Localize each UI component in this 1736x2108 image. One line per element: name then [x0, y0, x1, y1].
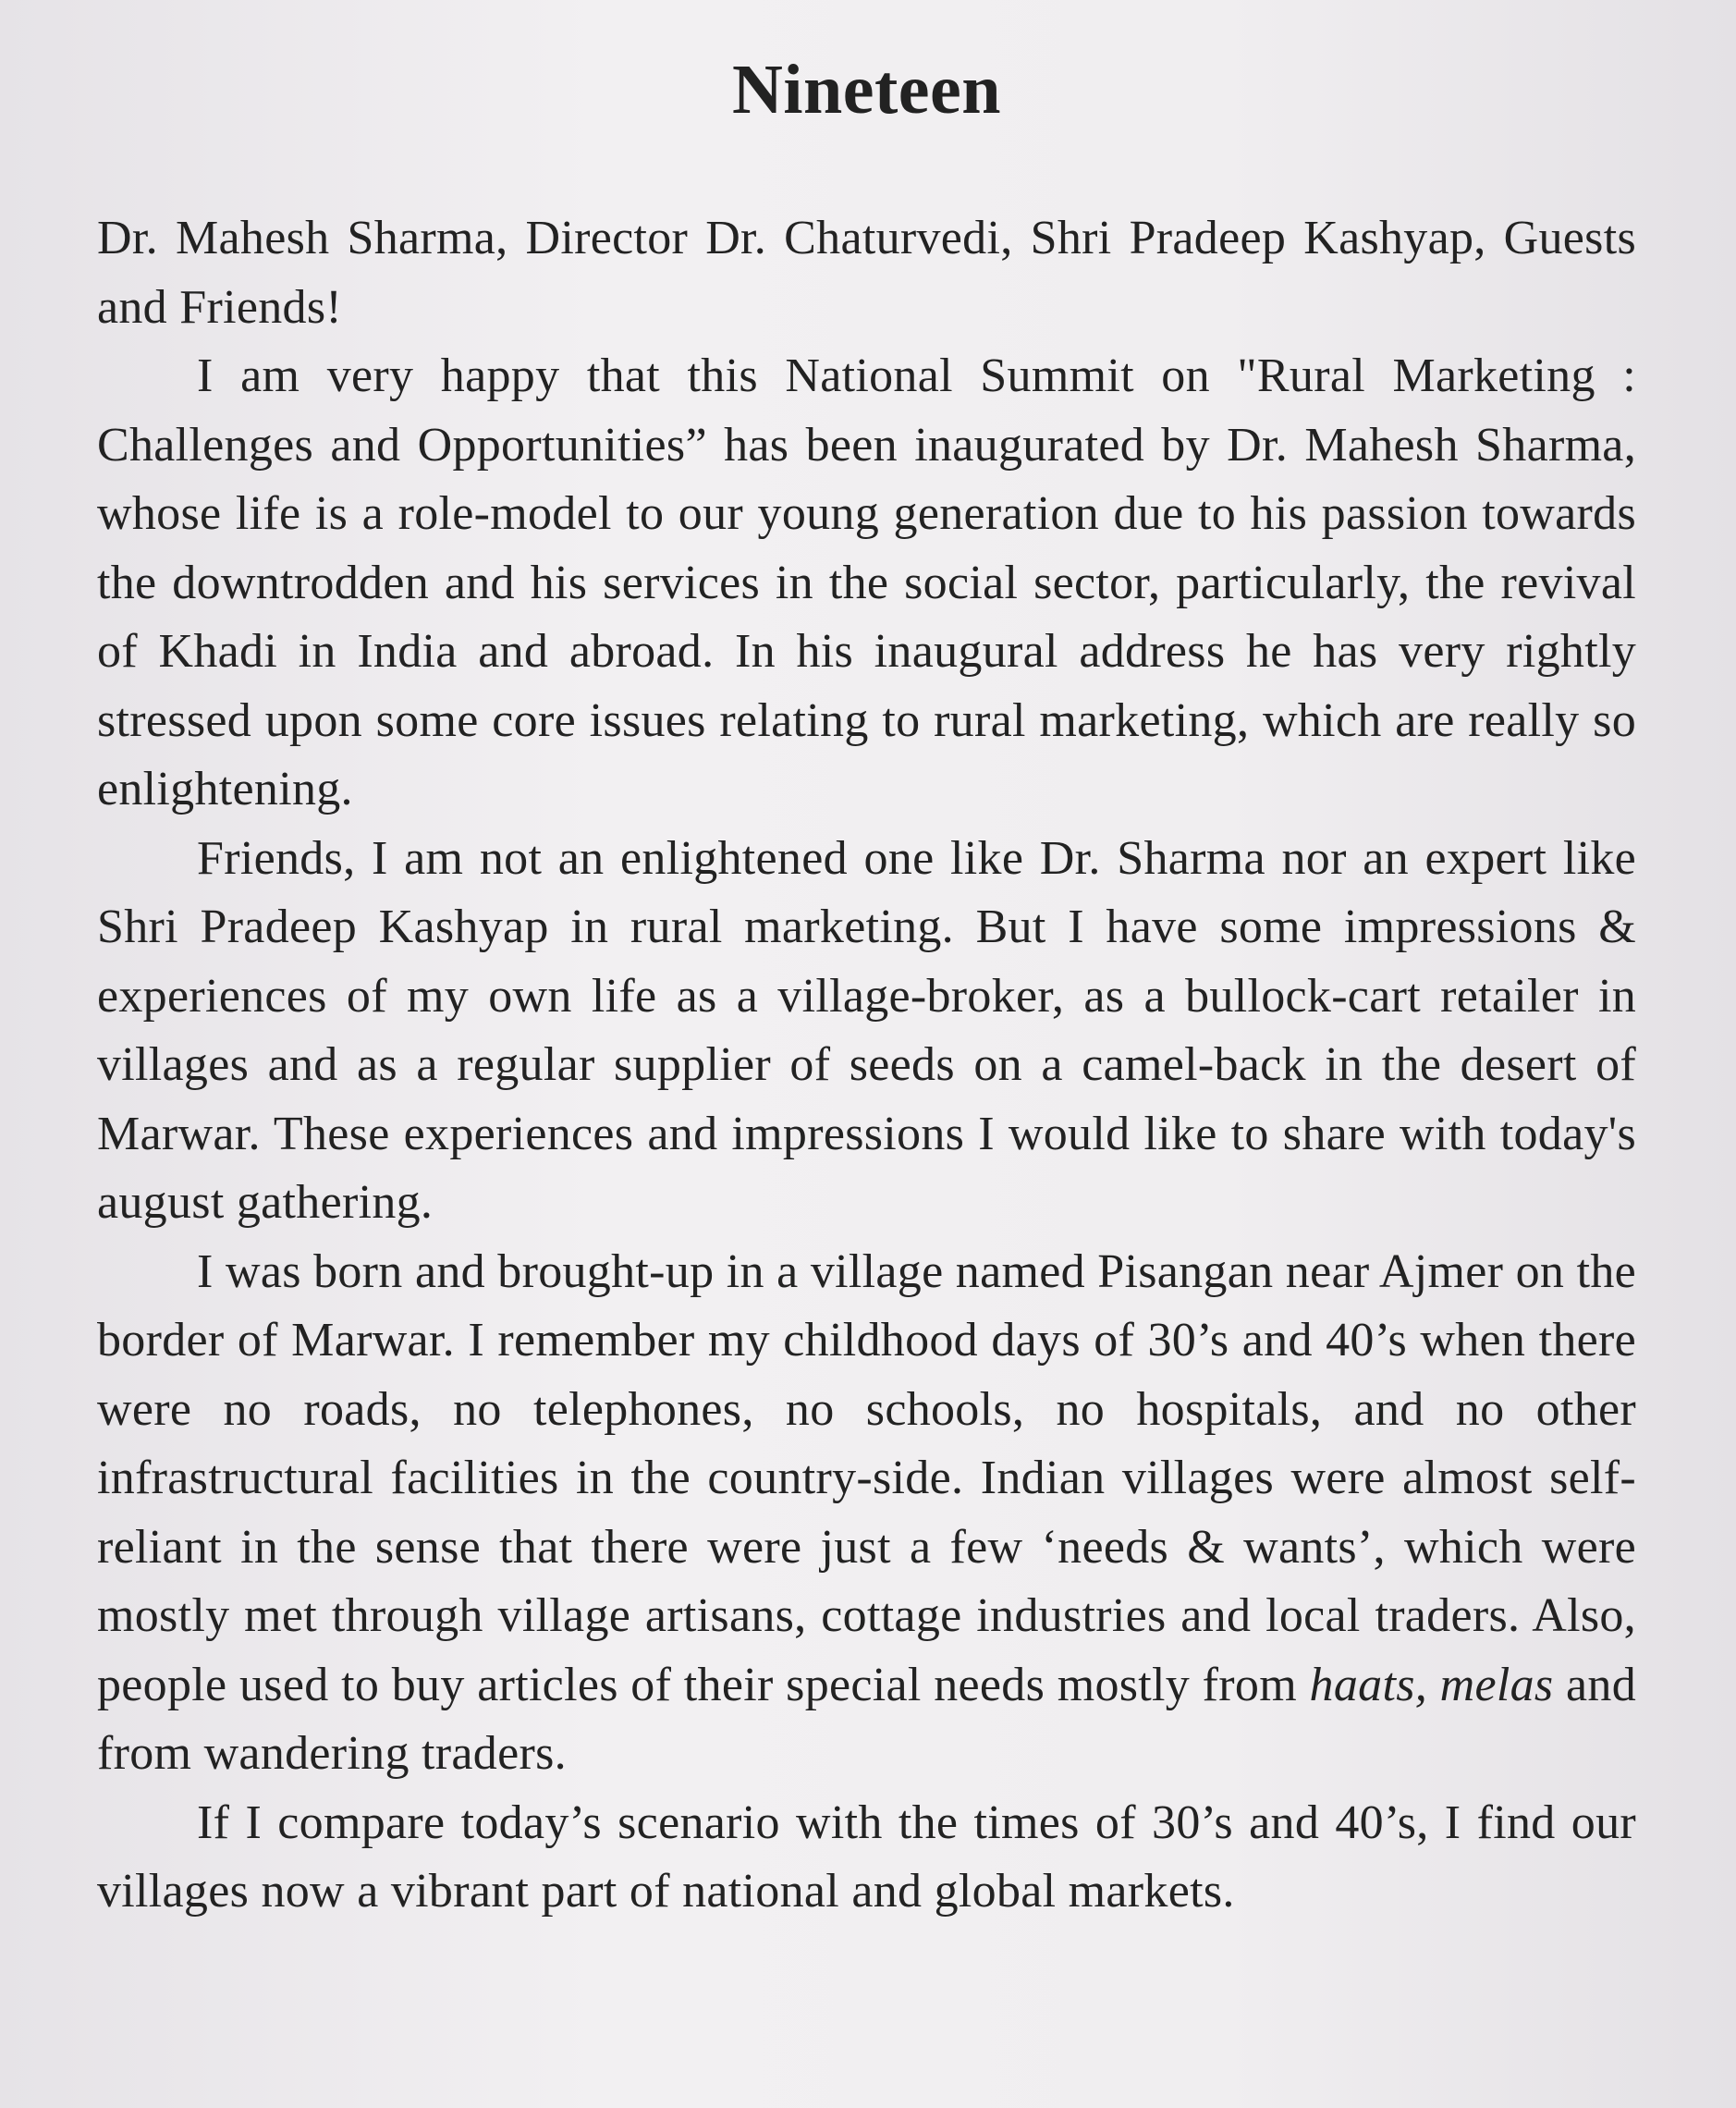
paragraph-childhood-italic: haats, melas: [1309, 1658, 1554, 1711]
paragraph-childhood-text: I was born and brought-up in a village named Pisangan near Ajmer on the border of Marwar. I remember my childhood days of 30’s and 40’s when there were no roads, no telephones, no schools, no hospitals, and no other infrastructural facilities in the country-side. Indian villages were almost self-reliant in the sense that there were just a few ‘needs & wants’, which were mostly met through village artisans, cottage industries and local traders. Also, people used to buy articles of their special needs mostly from: [97, 1244, 1636, 1711]
paragraph-today: If I compare today’s scenario with the times of 30’s and 40’s, I find our villages now a vibrant part of national and global markets.: [97, 1795, 1636, 1918]
paragraph-summit: I am very happy that this National Summit on "Rural Marketing : Challenges and Opportunities” has been inaugurated by Dr. Mahesh Sharma, whose life is a role-model to our young generation due to his passion towards the downtrodden and his services in the social sector, particularly, the revival of Khadi in India and abroad. In his inaugural address he has very rightly stressed upon some core issues relating to rural marketing, which are really so enlightening.: [97, 349, 1636, 816]
page-content: [97, 48, 1636, 1927]
paragraph-impressions: Friends, I am not an enlightened one like Dr. Sharma nor an expert like Shri Pradeep Kashyap in rural marketing. But I have some impressions & experiences of my own life as a village-broker, as a bullock-cart retailer in villages and as a regular supplier of seeds on a camel-back in the desert of Marwar. These experiences and impressions I would like to share with today's august gathering.: [97, 831, 1636, 1230]
paragraph-childhood-end: and from wandering traders.: [97, 1658, 1636, 1781]
salutation-paragraph: Dr. Mahesh Sharma, Director Dr. Chaturvedi, Shri Pradeep Kashyap, Guests and Friends!: [97, 212, 1636, 334]
paragraph-childhood: [97, 1238, 1636, 1789]
chapter-title: Nineteen: [731, 51, 1002, 129]
